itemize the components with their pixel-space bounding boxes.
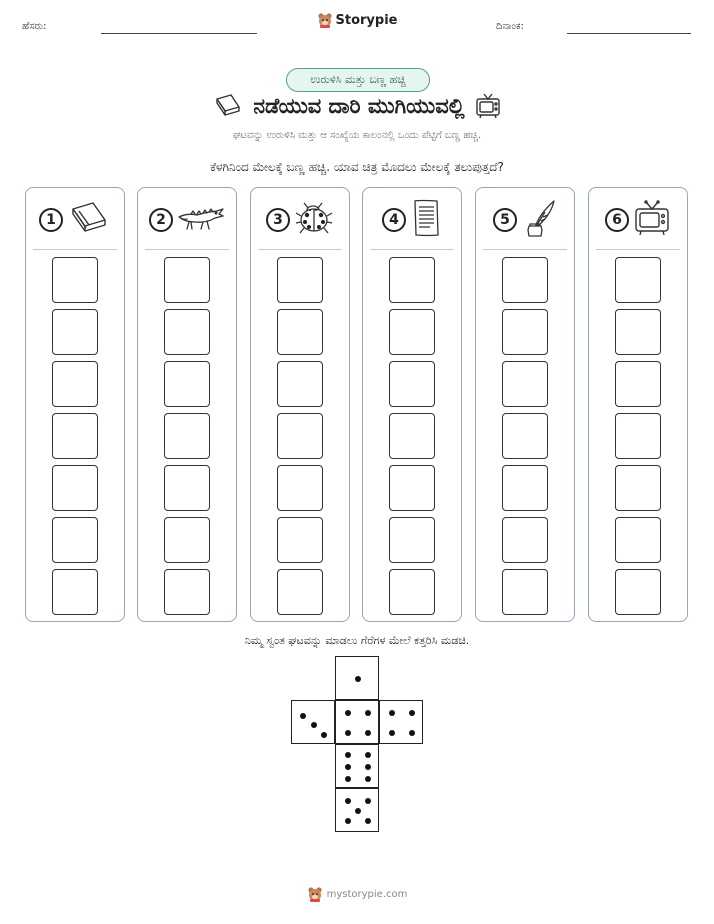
- color-box[interactable]: [615, 517, 661, 563]
- die-pip: [389, 710, 395, 716]
- subtitle: ಘಟವನ್ನು ಉರುಳಿಸಿ ಮತ್ತು ಆ ಸಂಖ್ಯೆಯ ಕಾಲಂನಲ್ಲಿ ಒಂದು ಪೆಟ್ಟಿಗೆ ಬಣ್ಣ ಹಚ್ಚಿ.: [232, 130, 482, 141]
- die-pip: [345, 818, 351, 824]
- column-divider: [258, 249, 342, 250]
- color-box[interactable]: [615, 465, 661, 511]
- color-box[interactable]: [502, 361, 548, 407]
- die-pip: [365, 730, 371, 736]
- column-header: [476, 200, 574, 240]
- television-icon: [475, 92, 501, 120]
- die-pip: [355, 808, 361, 814]
- die-face-4: [335, 700, 379, 744]
- quill-inkwell-icon: [521, 198, 557, 242]
- column-number: 1: [39, 208, 63, 232]
- color-box[interactable]: [389, 257, 435, 303]
- die-face-5: [335, 788, 379, 832]
- color-box[interactable]: [277, 517, 323, 563]
- color-box[interactable]: [502, 465, 548, 511]
- die-pip: [345, 730, 351, 736]
- die-face-4: [379, 700, 423, 744]
- color-box[interactable]: [52, 309, 98, 355]
- alligator-icon: [177, 203, 225, 237]
- color-box[interactable]: [164, 309, 210, 355]
- column-divider: [33, 249, 117, 250]
- die-pip: [389, 730, 395, 736]
- color-box[interactable]: [277, 569, 323, 615]
- column-divider: [596, 249, 680, 250]
- name-line: [101, 33, 257, 34]
- die-pip: [365, 798, 371, 804]
- die-pip: [365, 764, 371, 770]
- color-box[interactable]: [277, 361, 323, 407]
- brand-name: Storypie: [335, 12, 398, 28]
- color-box[interactable]: [502, 413, 548, 459]
- color-box[interactable]: [615, 361, 661, 407]
- die-pip: [321, 732, 327, 738]
- column-header: [251, 200, 349, 240]
- bear-logo-icon: [307, 886, 323, 902]
- color-box[interactable]: [277, 413, 323, 459]
- color-box[interactable]: [164, 517, 210, 563]
- color-box[interactable]: [52, 361, 98, 407]
- column-3: [250, 187, 350, 622]
- color-box[interactable]: [277, 309, 323, 355]
- die-pip: [355, 676, 361, 682]
- die-pip: [345, 776, 351, 782]
- column-6: [588, 187, 688, 622]
- die-pip: [365, 752, 371, 758]
- television-icon: [633, 199, 671, 241]
- column-number: 4: [382, 208, 406, 232]
- die-pip: [365, 710, 371, 716]
- book-icon: [213, 93, 243, 119]
- color-box[interactable]: [389, 413, 435, 459]
- column-header: [26, 200, 124, 240]
- column-number: 2: [149, 208, 173, 232]
- die-pip: [365, 776, 371, 782]
- color-box[interactable]: [389, 517, 435, 563]
- book-icon: [67, 200, 111, 240]
- question: ಕೆಳಗಿನಿಂದ ಮೇಲಕ್ಕೆ ಬಣ್ಣ ಹಚ್ಚಿ. ಯಾವ ಚಿತ್ರ ಮೊದಲು ಮೇಲಕ್ಕೆ ತಲುಪುತ್ತದೆ?: [210, 160, 504, 174]
- column-header: [589, 200, 687, 240]
- die-pip: [300, 713, 306, 719]
- activity-type-pill: ಉರುಳಿಸಿ ಮತ್ತು ಬಣ್ಣ ಹಚ್ಚಿ: [286, 68, 430, 92]
- die-face-6: [335, 744, 379, 788]
- column-2: [137, 187, 237, 622]
- color-box[interactable]: [502, 257, 548, 303]
- date-label: ದಿನಾಂಕ:: [496, 21, 524, 32]
- color-box[interactable]: [389, 361, 435, 407]
- column-4: [362, 187, 462, 622]
- die-pip: [345, 710, 351, 716]
- color-box[interactable]: [277, 465, 323, 511]
- column-divider: [370, 249, 454, 250]
- column-divider: [483, 249, 567, 250]
- bear-logo-icon: [317, 12, 333, 28]
- die-pip: [345, 752, 351, 758]
- color-box[interactable]: [164, 257, 210, 303]
- column-number: 6: [605, 208, 629, 232]
- color-box[interactable]: [164, 569, 210, 615]
- column-5: [475, 187, 575, 622]
- column-number: 3: [266, 208, 290, 232]
- color-box[interactable]: [615, 569, 661, 615]
- paper-icon: [410, 198, 442, 242]
- die-face-1: [335, 656, 379, 700]
- die-pip: [345, 798, 351, 804]
- color-box[interactable]: [164, 361, 210, 407]
- date-line: [567, 33, 691, 34]
- die-pip: [409, 710, 415, 716]
- color-box[interactable]: [502, 517, 548, 563]
- footer-url[interactable]: mystorypie.com: [326, 888, 408, 900]
- color-box[interactable]: [615, 309, 661, 355]
- die-face-3: [291, 700, 335, 744]
- color-box[interactable]: [389, 569, 435, 615]
- column-divider: [145, 249, 229, 250]
- color-box[interactable]: [52, 257, 98, 303]
- column-number: 5: [493, 208, 517, 232]
- column-header: [363, 200, 461, 240]
- color-box[interactable]: [52, 413, 98, 459]
- color-box[interactable]: [615, 257, 661, 303]
- name-label: ಹೆಸರು:: [22, 21, 47, 32]
- page-title: [0, 92, 714, 120]
- title-text: ನಡೆಯುವ ದಾರಿ ಮುಗಿಯುವಲ್ಲಿ: [253, 93, 465, 118]
- die-pip: [311, 722, 317, 728]
- color-box[interactable]: [502, 309, 548, 355]
- die-pip: [345, 764, 351, 770]
- column-1: [25, 187, 125, 622]
- cut-instruction: ನಿಮ್ಮ ಸ್ವಂತ ಘಟವನ್ನು ಮಾಡಲು ಗೆರೆಗಳ ಮೇಲೆ ಕತ್ತರಿಸಿ ಮಡಚಿ.: [244, 634, 470, 647]
- color-box[interactable]: [164, 413, 210, 459]
- color-box[interactable]: [52, 465, 98, 511]
- color-box[interactable]: [52, 569, 98, 615]
- color-box[interactable]: [389, 465, 435, 511]
- color-box[interactable]: [52, 517, 98, 563]
- footer: [0, 886, 714, 902]
- brand: [0, 12, 714, 28]
- color-box[interactable]: [615, 413, 661, 459]
- ladybug-icon: [294, 201, 334, 239]
- color-box[interactable]: [277, 257, 323, 303]
- color-box[interactable]: [164, 465, 210, 511]
- color-box[interactable]: [389, 309, 435, 355]
- color-box[interactable]: [502, 569, 548, 615]
- column-header: [138, 200, 236, 240]
- die-pip: [365, 818, 371, 824]
- die-pip: [409, 730, 415, 736]
